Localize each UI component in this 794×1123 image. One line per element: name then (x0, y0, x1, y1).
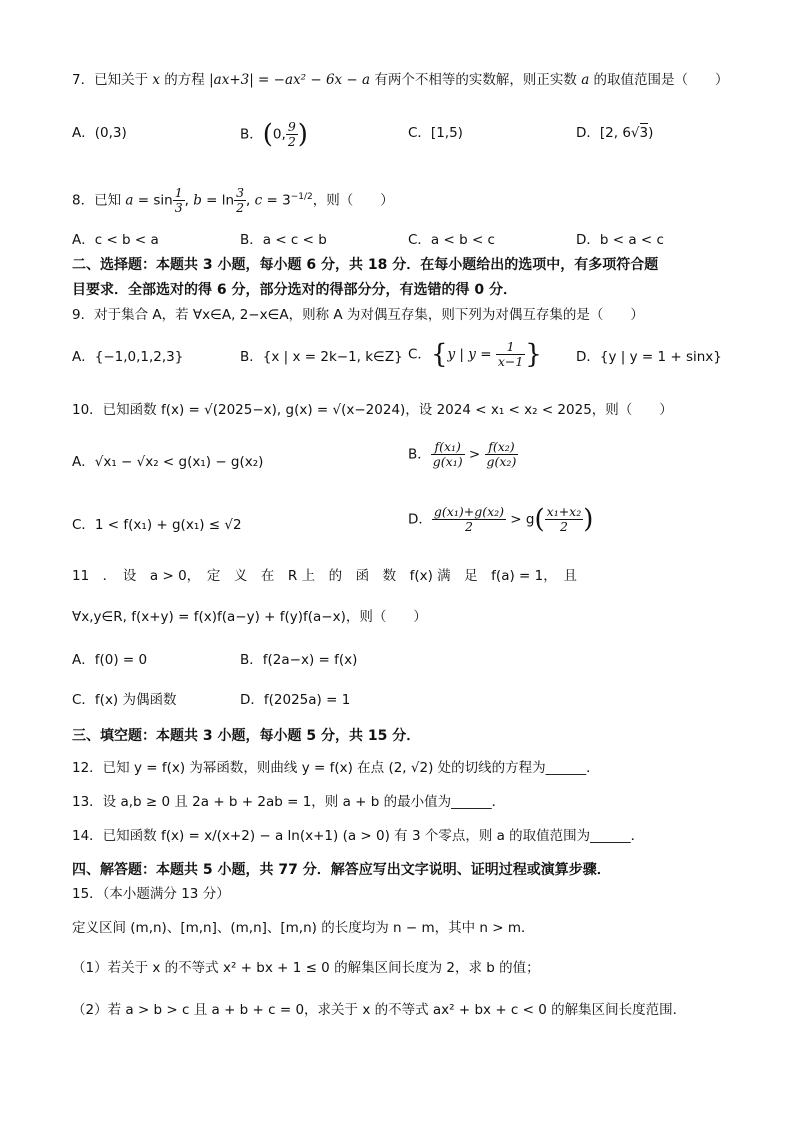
q11-stem-line2: ∀x,y∈R, f(x+y) = f(x)f(a−y) + f(y)f(a−x)，则（ ） (72, 609, 427, 625)
q15-part2: （2）若 a > b > c 且 a + b + c = 0，求关于 x 的不等式 ax² + bx + c < 0 的解集区间长度范围． (72, 1002, 687, 1018)
q8-option-c[interactable]: C．a < b < c (408, 232, 495, 248)
q7-option-c[interactable]: C．[1,5) (408, 125, 463, 141)
q11-option-b[interactable]: B．f(2a−x) = f(x) (240, 652, 358, 668)
q11-option-c[interactable]: C．f(x) 为偶函数 (72, 692, 177, 708)
q10-stem: 10．已知函数 f(x) = √(2025−x), g(x) = √(x−2024)，设 2024 < x₁ < x₂ < 2025，则（ ） (72, 402, 673, 418)
q8-stem: 8．已知 a = sin $\frac{1}{3}$ , b = ln $\frac{3}{2}$ , $c = 3^{-1/2}$，则（ ） (72, 185, 394, 215)
q9-option-b[interactable]: B．{x | x = 2k−1, k∈Z} (240, 349, 403, 365)
q7-stem: 7．已知关于 x 的方程 |ax+3| = −ax² − 6x − a 有两个不相等的实数解，则正实数 a 的取值范围是（ ） (72, 72, 729, 88)
q10-option-b[interactable]: B． $\frac{\text{f(x₁)}}{\text{g(x₁)}}$ > $\frac{\text{f(x₂)}}{\text{g(x₂)}}$ (408, 439, 517, 469)
section2-title-line2: 目要求．全部选对的得 6 分，部分选对的得部分分，有选错的得 0 分． (72, 282, 517, 298)
q10-option-d[interactable]: D． $\frac{\text{g(x₁)+g(x₂)}}{2}$ > g( $\frac{\text{x₁+x₂}}{2}$ ) (408, 504, 594, 535)
q11-stem-line1: 11 ． 设 a > 0， 定 义 在 R 上 的 函 数 f(x) 满 足 f(a) = 1， 且 (72, 568, 577, 584)
q13-stem: 13．设 a,b ≥ 0 且 2a + b + 2ab = 1，则 a + b 的最小值为______． (72, 794, 506, 810)
q8-option-d[interactable]: D．b < a < c (576, 232, 664, 248)
q7-option-d[interactable]: D．[2, 6√3) (576, 125, 654, 141)
q11-option-a[interactable]: A．f(0) = 0 (72, 652, 148, 668)
q15-header: 15．（本小题满分 13 分） (72, 886, 230, 902)
q9-option-c[interactable]: C．{y | y = $\frac{1}{x-1}$ } (408, 339, 542, 370)
q15-definition: 定义区间 (m,n)、[m,n]、(m,n]、[m,n) 的长度均为 n − m，其中 n > m． (72, 920, 535, 936)
q8-option-a[interactable]: A．c < b < a (72, 232, 159, 248)
q7-option-a[interactable]: A．(0,3) (72, 125, 127, 141)
section4-title: 四、解答题：本题共 5 小题，共 77 分．解答应写出文字说明、证明过程或演算步骤． (72, 862, 611, 878)
q12-stem: 12．已知 y = f(x) 为幂函数，则曲线 y = f(x) 在点 (2, √2) 处的切线的方程为______． (72, 760, 600, 776)
q10-option-c[interactable]: C．1 < f(x₁) + g(x₁) ≤ √2 (72, 517, 242, 533)
section3-title: 三、填空题：本题共 3 小题，每小题 5 分，共 15 分． (72, 728, 421, 744)
q9-option-a[interactable]: A．{−1,0,1,2,3} (72, 349, 184, 365)
q10-option-a[interactable]: A．√x₁ − √x₂ < g(x₁) − g(x₂) (72, 454, 264, 470)
q15-part1: （1）若关于 x 的不等式 x² + bx + 1 ≤ 0 的解集区间长度为 2，求 b 的值； (72, 960, 540, 976)
section2-title-line1: 二、选择题：本题共 3 小题，每小题 6 分，共 18 分．在每小题给出的选项中，有多项符合题 (72, 257, 659, 273)
q7-option-b[interactable]: B．(0, $\frac{9}{2}$ ) (240, 119, 308, 150)
q9-option-d[interactable]: D．{y | y = 1 + sinx} (576, 349, 722, 365)
q9-stem: 9．对于集合 A，若 ∀x∈A, 2−x∈A，则称 A 为对偶互存集，则下列为对偶互存集的是（ ） (72, 307, 644, 323)
q11-option-d[interactable]: D．f(2025a) = 1 (240, 692, 351, 708)
q14-stem: 14．已知函数 f(x) = x/(x+2) − a ln(x+1) (a > 0) 有 3 个零点，则 a 的取值范围为______． (72, 828, 645, 844)
q8-option-b[interactable]: B．a < c < b (240, 232, 327, 248)
